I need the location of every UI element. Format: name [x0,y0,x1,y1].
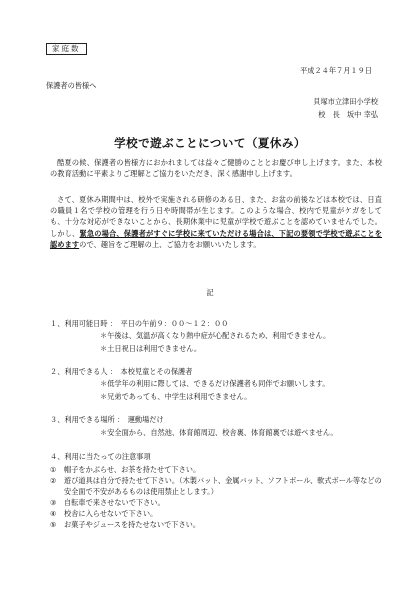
principal-name: 校 長 坂中 幸弘 [318,110,378,119]
section-1-note-1: ＊午後は、気温が高くなり熱中症が心配されるため、利用できません。 [100,331,331,340]
precautions-list [50,464,386,530]
document-date: 平成２４年７月１９日 [300,66,372,75]
list-item [50,519,386,530]
list-item [50,508,386,519]
list-item [50,497,386,508]
intro-text-2a: さて、夏休み期間中は、校外で実施される研修のある日、また、お盆の前後などは本校では、日直の職員１名で学校の管理を行う日や時間帯が生じます。このような場合、校内で児童がケガをしても、十分な対応ができないことから、長期休業中に児童が学校で遊ぶことを認めていませんでした。しかし、 [50,195,382,238]
item-number: ① [50,465,57,474]
section-2-note-1: ＊低学年の利用に際しては、できるだけ保護者も同伴でお願いします。 [100,379,330,388]
item-number: ② [50,476,57,485]
intro-emphasis: 緊急の場合、保護者がすぐに学校に来ていただける場合は、下記の要領で学校で遊ぶことを認めます [50,228,383,249]
item-text: 自転車で来させないで下さい。 [64,498,165,507]
section-4-heading: ４、利用に当たっての注意事項 [50,452,151,461]
intro-text-1: 酷夏の候、保護者の皆様方におかれましては益々ご健勝のこととお慶び申し上げます。また、本校の教育活動に平素よりご理解とご協力をいただき、深く感謝申し上げます。 [50,158,382,179]
section-2-heading: ２、利用できる人 ： 本校児童とその保護者 [50,367,193,376]
item-text: 遊び道具は自分で持たせて下さい。（木製バット、金属バット、ソフトボール、軟式ボール等などの安全面で不安があるものは使用禁止とします。） [64,476,382,496]
section-3-note-1: ＊安全面から、自然池、体育館周辺、校舎裏、体育館裏では遊べません。 [100,428,338,437]
category-box: 家庭数 [46,43,87,55]
recipient-line: 保護者の皆様へ [46,81,97,90]
item-text: 帽子をかぶらせ、お茶を持たせて下さい。 [64,465,201,474]
school-name: 貝塚市立津田小学校 [313,97,378,106]
item-text: 校舎に入らせないで下さい。 [64,509,158,518]
item-number: ④ [50,509,57,518]
section-1-heading: １、利用可能日時 ： 平日の午前９：００～１２：００ [50,319,229,328]
list-item [50,464,386,475]
intro-paragraph-2 [50,194,382,250]
intro-text-2b: ので、趣旨をご理解の上、ご協力をお願いいたします。 [79,239,261,249]
section-2-note-2: ＊兄弟であっても、中学生は利用できません。 [100,392,252,401]
intro-paragraph-1 [50,157,382,179]
ki-marker: 記 [206,288,214,297]
item-number: ⑤ [50,520,57,529]
item-text: お菓子やジュースを持たせないで下さい。 [64,520,201,529]
item-number: ③ [50,498,57,507]
section-3-heading: ３、利用できる場所 ： 運動場だけ [50,415,164,424]
page-title: 学校で遊ぶことについて（夏休み） [114,136,306,150]
section-1-note-2: ＊土日祝日は利用できません。 [100,344,202,353]
list-item [50,475,386,497]
